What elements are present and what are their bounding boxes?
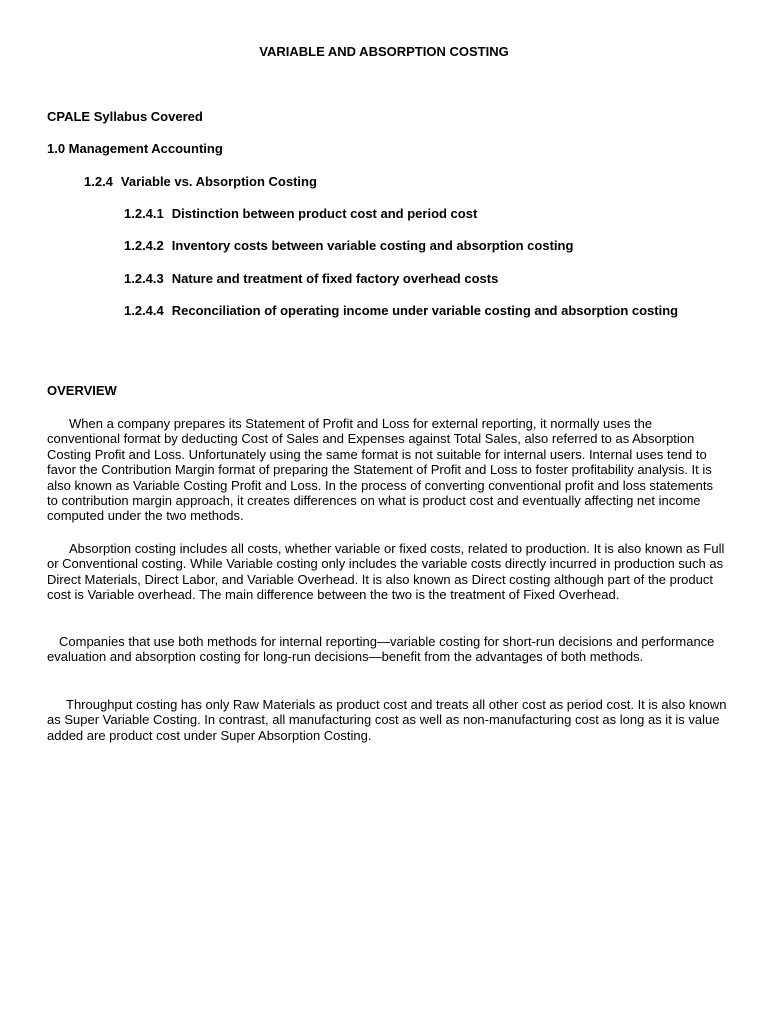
- overview-paragraph: When a company prepares its Statement of Profit and Loss for external reporting, it normally uses the conventional format by deducting Cost of Sales and Expenses against Total Sales, also referred to as Absorption Costing Profit and Loss. Unfortunately using the same format is not suitable for internal users. Internal uses tend to favor the Contribution Margin format of preparing the Statement of Profit and Loss to foster profitability analysis. It is also known as Variable Costing Profit and Loss. In the process of converting conventional profit and loss statements to contribution margin approach, it creates differences on what is product cost and eventually affecting net income computed under the two methods.: [47, 416, 714, 524]
- subsection-number: 1.2.4: [84, 174, 113, 189]
- document-title: VARIABLE AND ABSORPTION COSTING: [259, 44, 509, 59]
- topic-label: Distinction between product cost and period cost: [171, 206, 478, 221]
- topic-number: 1.2.4.4: [124, 303, 164, 318]
- topic-label: Nature and treatment of fixed factory overhead costs: [171, 271, 499, 286]
- topic-label: Inventory costs between variable costing and absorption costing: [171, 238, 574, 253]
- topic-label: Reconciliation of operating income under variable costing and absorption costing: [171, 303, 679, 318]
- overview-paragraph: Companies that use both methods for internal reporting—variable costing for short-run decisions and performance evaluation and absorption costing for long-run decisions—benefit from the advantages of both methods.: [47, 634, 715, 665]
- topic-number: 1.2.4.1: [124, 206, 164, 221]
- topic-item: [124, 206, 477, 221]
- subsection-heading: [84, 174, 317, 189]
- overview-heading: OVERVIEW: [47, 383, 117, 398]
- overview-paragraph: Throughput costing has only Raw Materials as product cost and treats all other cost as period cost. It is also known as Super Variable Costing. In contrast, all manufacturing cost as well as non-manufacturing cost as long as it is value added are product cost under Super Absorption Costing.: [47, 697, 727, 743]
- topic-number: 1.2.4.2: [124, 238, 164, 253]
- topic-item: [124, 303, 694, 318]
- topic-number: 1.2.4.3: [124, 271, 164, 286]
- topic-item: [124, 238, 573, 253]
- syllabus-heading: CPALE Syllabus Covered: [47, 109, 203, 124]
- overview-paragraph: Absorption costing includes all costs, whether variable or fixed costs, related to production. It is also known as Full or Conventional costing. While Variable costing only includes the variable costs directly incurred in production such as Direct Materials, Direct Labor, and Variable Overhead. It is also known as Direct costing although part of the product cost is Variable overhead. The main difference between the two is the treatment of Fixed Overhead.: [47, 541, 725, 603]
- subsection-label: Variable vs. Absorption Costing: [120, 174, 317, 189]
- topic-item: [124, 271, 498, 286]
- section-heading: 1.0 Management Accounting: [47, 141, 223, 156]
